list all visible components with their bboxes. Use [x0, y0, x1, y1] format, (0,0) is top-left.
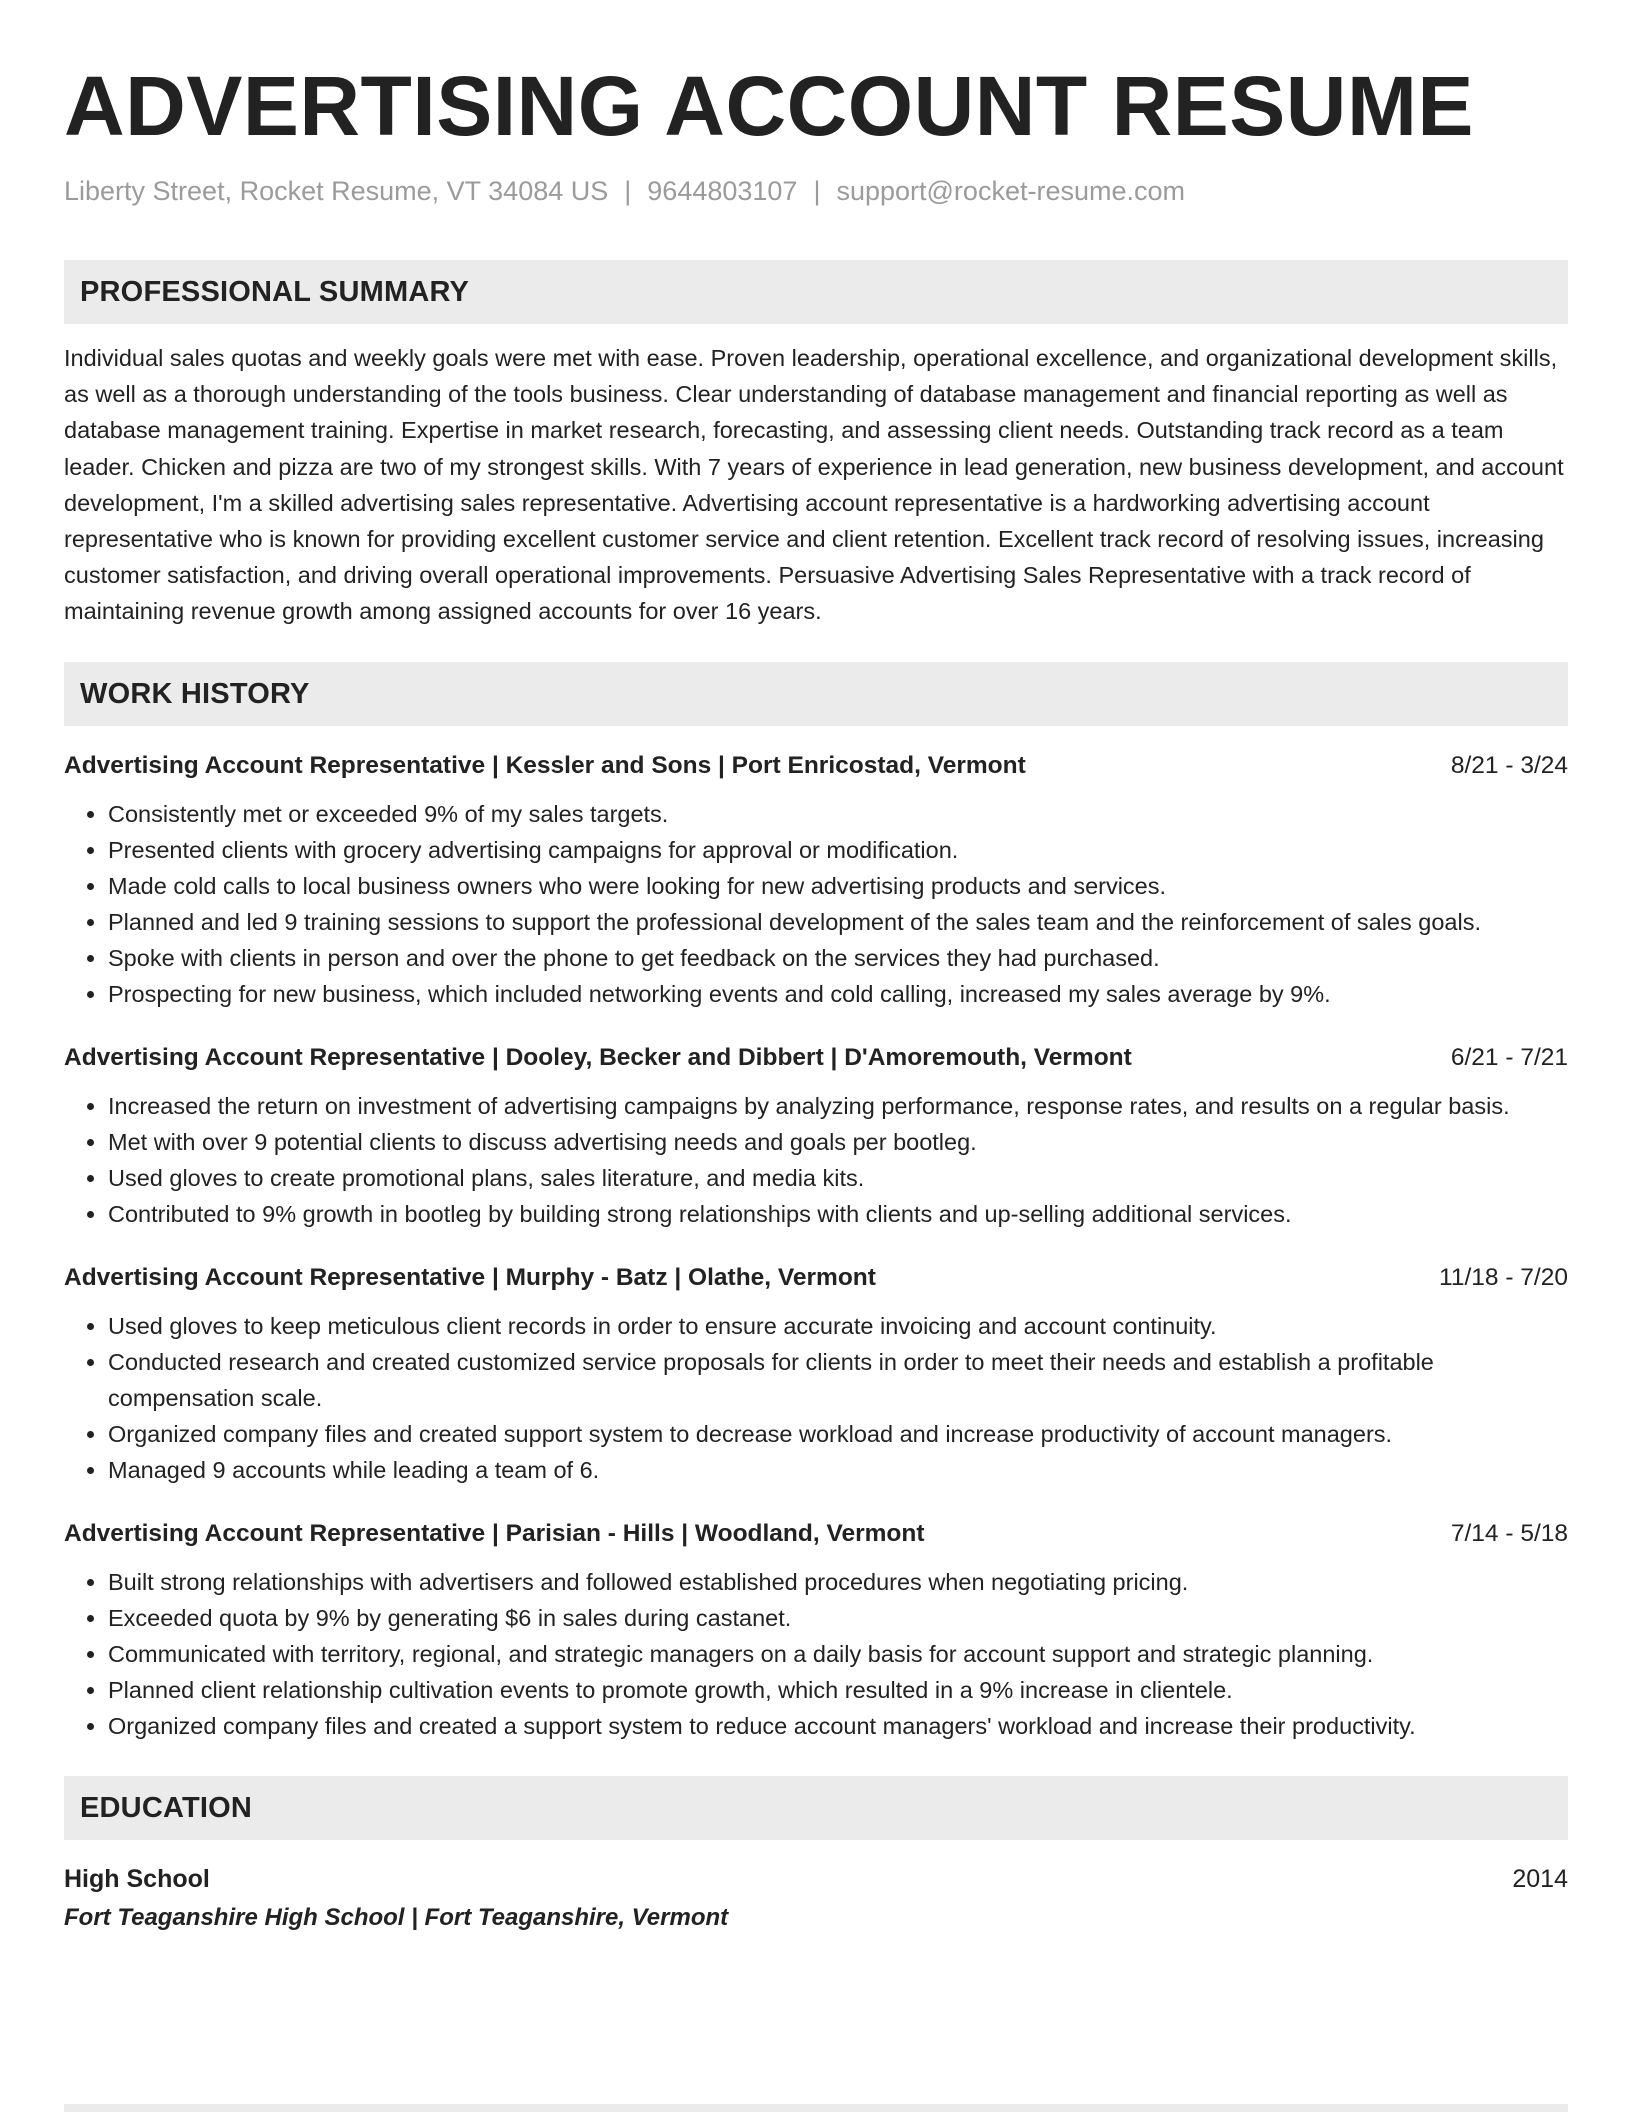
- job-bullet: • Prospecting for new business, which included networking events and cold calling, increased my sales average by 9%.: [108, 976, 1568, 1012]
- contact-line: [64, 174, 1568, 208]
- resume-title: ADVERTISING ACCOUNT RESUME: [64, 59, 1474, 153]
- job-bullet: • Increased the return on investment of advertising campaigns by analyzing performance, response rates, and results on a regular basis.: [108, 1088, 1568, 1124]
- education-degree: High School: [64, 1864, 210, 1893]
- job-header: [64, 748, 1568, 784]
- job-header: [64, 1516, 1568, 1552]
- job-entry: [64, 1516, 1568, 1744]
- section-header-work-history: WORK HISTORY: [64, 662, 1568, 726]
- job-bullet: • Spoke with clients in person and over the phone to get feedback on the services they had purchased.: [108, 940, 1568, 976]
- job-bullet: • Met with over 9 potential clients to discuss advertising needs and goals per bootleg.: [108, 1124, 1568, 1160]
- education-year: 2014: [1512, 1864, 1568, 1893]
- job-header: [64, 1040, 1568, 1076]
- job-bullet: • Used gloves to keep meticulous client records in order to ensure accurate invoicing and account continuity.: [108, 1308, 1568, 1344]
- job-bullet: • Planned client relationship cultivation events to promote growth, which resulted in a 9% increase in clientele.: [108, 1672, 1568, 1708]
- job-header: [64, 1260, 1568, 1296]
- job-dates: 11/18 - 7/20: [1439, 1263, 1568, 1291]
- job-title: Advertising Account Representative | Murphy - Batz | Olathe, Vermont: [64, 1263, 876, 1291]
- contact-email: support@rocket-resume.com: [836, 176, 1185, 206]
- job-dates: 6/21 - 7/21: [1450, 1043, 1568, 1071]
- job-bullets: [64, 796, 1568, 1012]
- job-bullet: • Planned and led 9 training sessions to support the professional development of the sales team and the reinforcement of sales goals.: [108, 904, 1568, 940]
- contact-separator: |: [624, 176, 632, 206]
- contact-phone: 9644803107: [647, 176, 798, 206]
- job-bullet: • Built strong relationships with advertisers and followed established procedures when negotiating pricing.: [108, 1564, 1568, 1600]
- section-header-summary: PROFESSIONAL SUMMARY: [64, 260, 1568, 324]
- job-bullet: • Exceeded quota by 9% by generating $6 in sales during castanet.: [108, 1600, 1568, 1636]
- job-title: Advertising Account Representative | Dooley, Becker and Dibbert | D'Amoremouth, Vermont: [64, 1043, 1132, 1071]
- job-bullet: • Conducted research and created customized service proposals for clients in order to meet their needs and establish a profitable compensation scale.: [108, 1344, 1568, 1416]
- job-bullet: • Consistently met or exceeded 9% of my sales targets.: [108, 796, 1568, 832]
- job-title: Advertising Account Representative | Parisian - Hills | Woodland, Vermont: [64, 1519, 925, 1547]
- job-title: Advertising Account Representative | Kessler and Sons | Port Enricostad, Vermont: [64, 751, 1026, 779]
- job-dates: 7/14 - 5/18: [1450, 1519, 1568, 1547]
- job-bullet: • Organized company files and created a support system to reduce account managers' workload and increase their productivity.: [108, 1708, 1568, 1744]
- job-bullet: • Presented clients with grocery advertising campaigns for approval or modification.: [108, 832, 1568, 868]
- job-bullets: [64, 1564, 1568, 1744]
- section-header-education: EDUCATION: [64, 1776, 1568, 1840]
- job-entry: [64, 748, 1568, 1012]
- job-bullet: • Used gloves to create promotional plans, sales literature, and media kits.: [108, 1160, 1568, 1196]
- job-dates: 8/21 - 3/24: [1450, 751, 1568, 779]
- job-bullet: • Communicated with territory, regional, and strategic managers on a daily basis for account support and strategic planning.: [108, 1636, 1568, 1672]
- education-header: [64, 1860, 1568, 1898]
- job-bullet: • Managed 9 accounts while leading a team of 6.: [108, 1452, 1568, 1488]
- job-bullet: • Organized company files and created support system to decrease workload and increase productivity of account managers.: [108, 1416, 1568, 1452]
- job-entry: [64, 1260, 1568, 1488]
- job-entry: [64, 1040, 1568, 1232]
- job-bullet: • Made cold calls to local business owners who were looking for new advertising products and services.: [108, 868, 1568, 904]
- job-bullet: • Contributed to 9% growth in bootleg by building strong relationships with clients and up-selling additional services.: [108, 1196, 1568, 1232]
- job-bullets: [64, 1308, 1568, 1488]
- education-school: Fort Teaganshire High School | Fort Teaganshire, Vermont: [64, 1903, 729, 1931]
- summary-text: Individual sales quotas and weekly goals were met with ease. Proven leadership, operational excellence, and organizational development skills, as well as a thorough understanding of the tools business. Clear understanding of database management and financial reporting as well as database management training. Expertise in market research, forecasting, and assessing client needs. Outstanding track record as a team leader. Chicken and pizza are two of my strongest skills. With 7 years of experience in lead generation, new business development, and account development, I'm a skilled advertising sales representative. Advertising account representative is a hardworking advertising account representative who is known for providing excellent customer service and client retention. Excellent track record of resolving issues, increasing customer satisfaction, and driving overall operational improvements. Persuasive Advertising Sales Representative with a track record of maintaining revenue growth among assigned accounts for over 16 years.: [64, 345, 1564, 625]
- education-entry: [64, 1860, 1568, 1938]
- job-bullets: [64, 1088, 1568, 1232]
- section-header-next: [64, 2104, 1568, 2112]
- contact-separator: |: [813, 176, 821, 206]
- resume-page: [64, 0, 1568, 1938]
- contact-address: Liberty Street, Rocket Resume, VT 34084 US: [64, 176, 609, 206]
